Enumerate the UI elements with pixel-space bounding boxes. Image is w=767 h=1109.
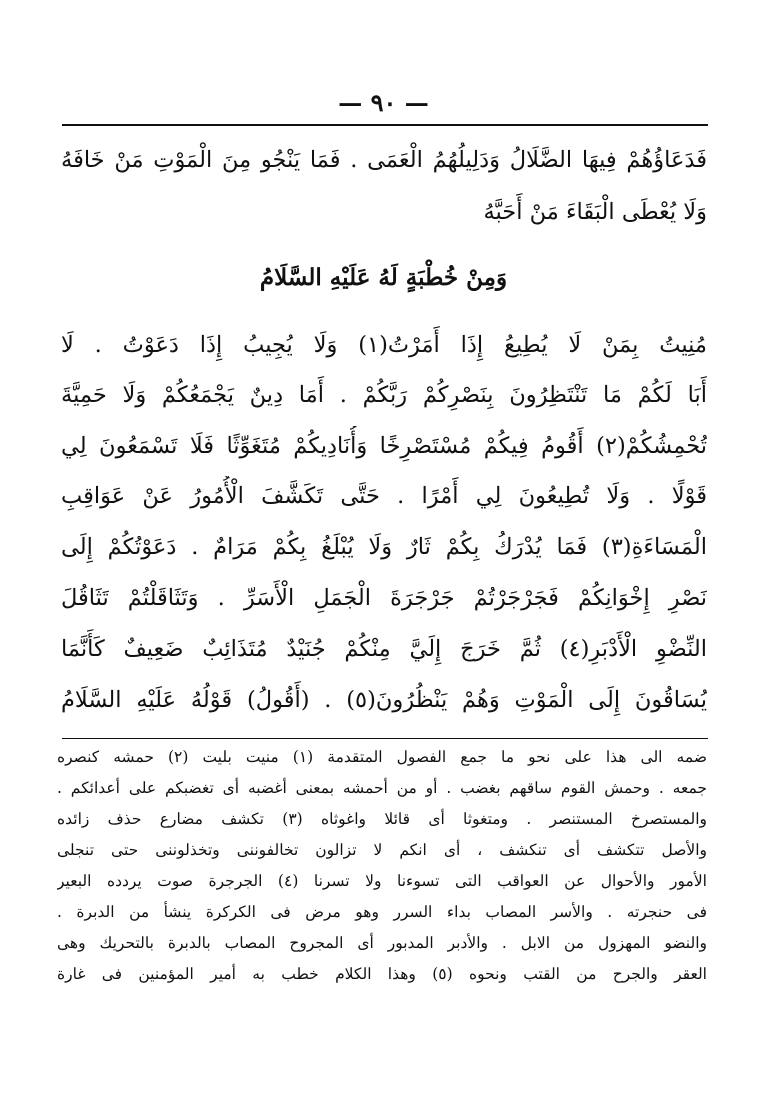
paragraph2-line-7: النِّضْوِ الْأَدْبَرِ(٤) ثُمَّ خَرَجَ إِلَيَّ مِنْكُمْ جُنَيْدٌ مُتَذَائِبٌ ضَعِيفٌ كَأَنَّمَا <box>61 636 707 662</box>
paragraph2-line-6: نَصْرِ إِخْوَانِكُمْ فَجَرْجَرْتُمْ جَرْجَرَةَ الْجَمَلِ الْأَسَرِّ . وَتَثَاقَلْتُمْ تَثَاقُلَ <box>61 585 707 611</box>
paragraph1-line-1: فَدَعَاؤُهُمْ فِيهَا الضَّلَالُ وَدَلِيلُهُمُ الْعَمَى . فَمَا يَنْجُو مِنَ الْمَوْتِ مَنْ خَافَهُ <box>61 147 707 173</box>
footnote-line-1: ضمه الى هذا على نحو ما جمع الفصول المتقدمة (١) منيت بليت (٢) حمشه كنصره <box>57 748 707 766</box>
footnote-line-4: والأصل تتكشف أى تنكشف ، أى انكم لا تزالون تخالفوننى وتخذلوننى حتى تنجلى <box>57 841 707 859</box>
footnote-line-5: الأمور والأحوال عن العواقب التى تسوءنا ولا تسرنا (٤) الجرجرة صوت يردده البعير <box>57 872 707 890</box>
footnote-line-8: العقر والجرح من القتب ونحوه (٥) وهذا الكلام خطب به أمير المؤمنين فى غارة <box>57 965 707 983</box>
paragraph2-line-4: قَوْلًا . وَلَا تُطِيعُونَ لِي أَمْرًا . حَتَّى تَكَشَّفَ الْأُمُورُ عَنْ عَوَاقِبِ <box>61 483 707 509</box>
header-rule <box>62 124 708 126</box>
footnotes-rule <box>62 738 708 739</box>
footnote-line-6: فى حنجرته . والأسر المصاب بداء السرر وهو مرض فى الكركرة ينشأ من الدبرة . <box>57 903 707 921</box>
page-number: — ٩٠ — <box>338 88 429 117</box>
paragraph2-line-8: يُسَاقُونَ إِلَى الْمَوْتِ وَهُمْ يَنْظُرُونَ(٥) . (أَقُولُ) قَوْلُهُ عَلَيْهِ السَّلَامُ <box>61 687 707 713</box>
footnote-line-7: والنضو المهزول من الابل . والأدبر المدبور أى المجروح المصاب بالدبرة بالتحريك وهى <box>57 934 707 952</box>
footnote-line-2: جمعه . وحمش القوم ساقهم بغضب . أو من أحمشه بمعنى أغضبه أى تغضبكم على أعدائكم . <box>57 779 707 797</box>
footnote-line-3: والمستصرخ المستنصر . ومتغوثا أى قائلا واغوثاه (٣) تكشف مضارع حذف زائده <box>57 810 707 828</box>
paragraph1-line-2: وَلَا يُعْطَى الْبَقَاءَ مَنْ أَحَبَّهُ <box>483 199 707 225</box>
paragraph2-line-2: أَبَا لَكُمْ مَا تَنْتَظِرُونَ بِنَصْرِكُمْ رَبَّكُمْ . أَمَا دِينٌ يَجْمَعُكُمْ وَلَا حَمِيَّةَ <box>61 382 707 408</box>
paragraph2-line-5: الْمَسَاءَةِ(٣) فَمَا يُدْرَكُ بِكُمْ ثَارٌ وَلَا يُبْلَغُ بِكُمْ مَرَامٌ . دَعَوْتُكُمْ إِلَى <box>61 534 707 560</box>
paragraph2-line-3: تُحْمِشُكُمْ(٢) أَقُومُ فِيكُمْ مُسْتَصْرِخًا وَأُنَادِيكُمْ مُتَغَوِّثًا فَلَا تَسْمَعُونَ لِي <box>61 433 707 459</box>
section-heading: وَمِنْ خُطْبَةٍ لَهُ عَلَيْهِ السَّلَامُ <box>259 264 508 291</box>
paragraph2-line-1: مُنِيتُ بِمَنْ لَا يُطِيعُ إِذَا أَمَرْتُ(١) وَلَا يُجِيبُ إِذَا دَعَوْتُ . لَا <box>61 332 707 358</box>
